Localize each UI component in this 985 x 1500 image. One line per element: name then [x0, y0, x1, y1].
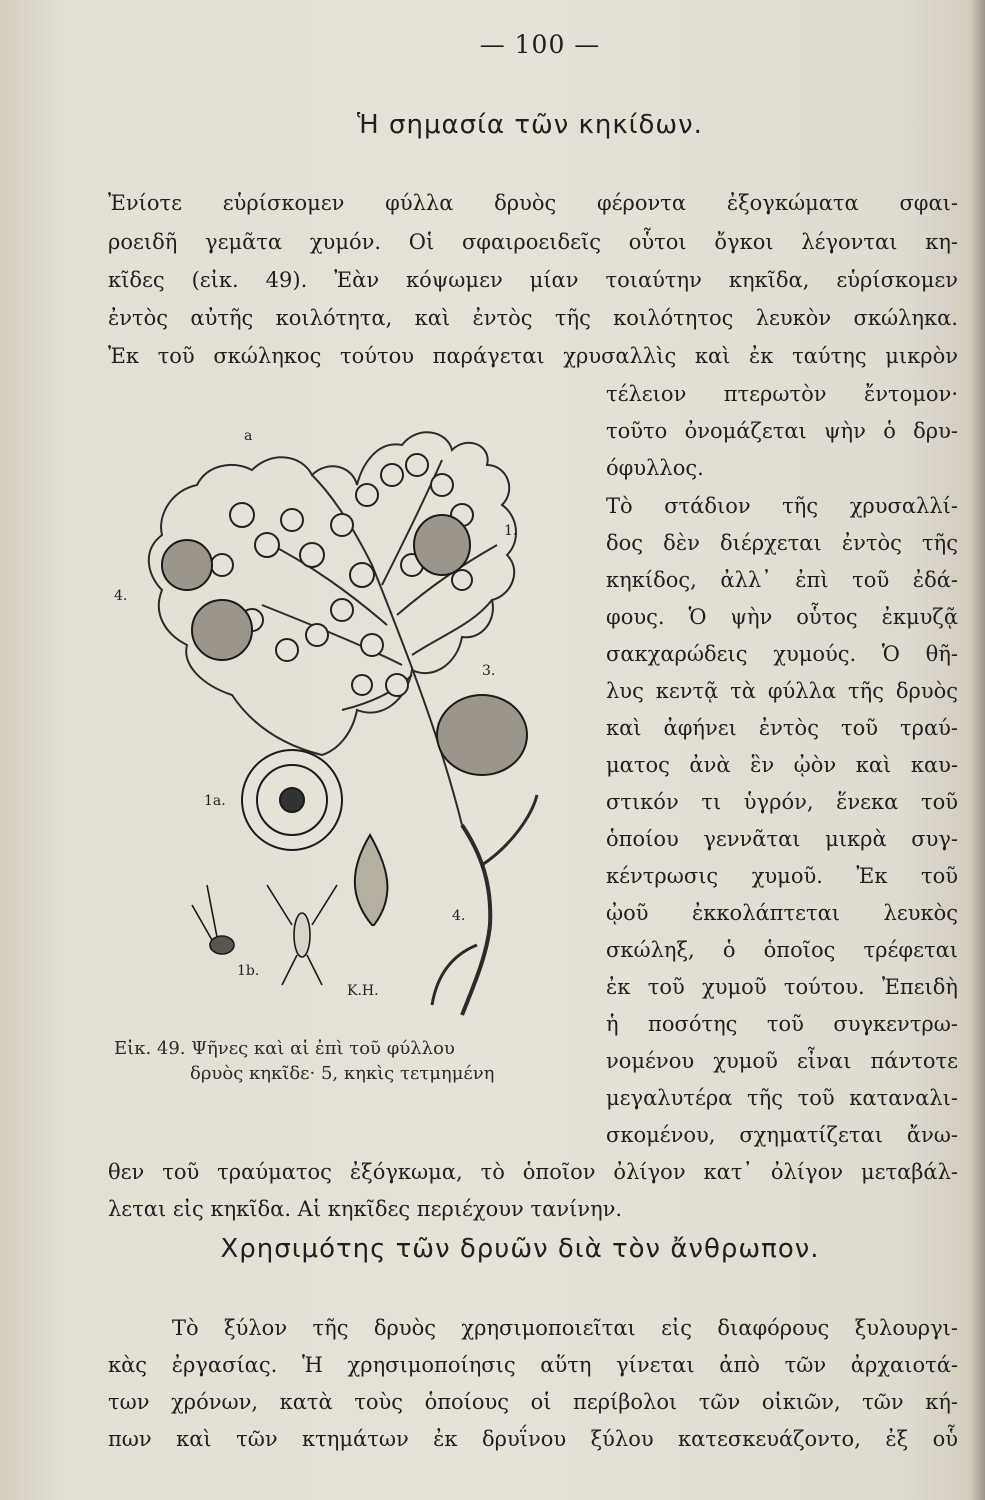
text-line: πων καὶ τῶν κτημάτων ἐκ δρυΐνου ξύλου κατεσκευάζοντο, ἐξ οὗ	[108, 1427, 958, 1451]
text-line: ματος ἀνὰ ἓν ᾠὸν καὶ καυ-	[606, 753, 958, 777]
text-line: ἐκ τοῦ χυμοῦ τούτου. Ἐπειδὴ	[606, 975, 958, 999]
sectioned-gall	[242, 750, 342, 850]
bud-gall	[355, 835, 388, 925]
section-heading-galls: Ἡ σημασία τῶν κηκίδων.	[357, 110, 703, 140]
section-heading-oak-uses: Χρησιμότης τῶν δρυῶν διὰ τὸν ἄνθρωπον.	[220, 1234, 820, 1264]
text-line: φους. Ὁ ψὴν οὗτος ἐκμυζᾷ	[606, 605, 958, 629]
page-number: — 100 —	[479, 30, 601, 59]
text-line: καὶ ἀφήνει ἐντὸς τοῦ τραύ-	[606, 716, 958, 740]
text-line: κηκίδος, ἀλλ᾽ ἐπὶ τοῦ ἐδά-	[606, 568, 958, 592]
figure-label: K.H.	[347, 983, 379, 999]
text-line: κέντρωσις χυμοῦ. Ἐκ τοῦ	[606, 864, 958, 888]
text-line: Τὸ στάδιον τῆς χρυσαλλί-	[606, 494, 958, 518]
text-line: δος δὲν διέρχεται ἐντὸς τῆς	[606, 531, 958, 555]
text-line: κὰς ἐργασίας. Ἡ χρησιμοποίησις αὕτη γίνεται ἀπὸ τῶν ἀρχαιοτά-	[108, 1353, 958, 1377]
text-line: Ἐνίοτε εὑρίσκομεν φύλλα δρυὸς φέροντα ἐξογκώματα σφαι-	[108, 191, 958, 215]
figure-label: a	[244, 428, 253, 444]
text-line: σκομένου, σχηματίζεται ἄνω-	[606, 1123, 958, 1147]
text-line: θεν τοῦ τραύματος ἐξόγκωμα, τὸ ὁποῖον ὀλίγον κατ᾽ ὀλίγον μεταβάλ-	[108, 1160, 958, 1184]
text-line: μεγαλυτέρα τῆς τοῦ καταναλι-	[606, 1086, 958, 1110]
figure-caption-line2: δρυὸς κηκῖδε· 5, κηκὶς τετμημένη	[190, 1063, 495, 1084]
large-galls	[162, 515, 527, 775]
text-line: σακχαρώδεις χυμούς. Ὁ θῆ-	[606, 642, 958, 666]
text-line: τοῦτο ὀνομάζεται ψὴν ὁ δρυ-	[606, 419, 958, 443]
text-line: σκώληξ, ὁ ὁποῖος τρέφεται	[606, 938, 958, 962]
figure-label: 4.	[114, 588, 128, 604]
figure-label: 4.	[452, 908, 466, 924]
text-line: Ἐκ τοῦ σκώληκος τούτου παράγεται χρυσαλλὶς καὶ ἐκ ταύτης μικρὸν	[108, 344, 958, 368]
text-line: νομένου χυμοῦ εἶναι πάντοτε	[606, 1049, 958, 1073]
figure-label: 1.	[504, 523, 518, 539]
text-line: λυς κεντᾷ τὰ φύλλα τῆς δρυὸς	[606, 679, 958, 703]
gall-wasps	[192, 885, 337, 985]
text-line: όφυλλος.	[606, 456, 704, 480]
text-line: ἐντὸς αὐτῆς κοιλότητα, καὶ ἐντὸς τῆς κοιλότητος λευκὸν σκώληκα.	[108, 306, 958, 330]
text-line: Τὸ ξύλον τῆς δρυὸς χρησιμοποιεῖται εἰς διαφόρους ξυλουργι-	[172, 1316, 958, 1340]
figure-caption-line1: Εἰκ. 49. Ψῆνες καὶ αἱ ἐπὶ τοῦ φύλλου	[114, 1038, 455, 1059]
text-line: τέλειον πτερωτὸν ἔντομον·	[606, 382, 958, 406]
figure-label: 1a.	[204, 793, 226, 809]
text-line: στικόν τι ὑγρόν, ἕνεκα τοῦ	[606, 790, 958, 814]
text-line: λεται εἰς κηκῖδα. Αἱ κηκῖδες περιέχουν τανίνην.	[108, 1197, 623, 1221]
text-line: ροειδῆ γεμᾶτα χυμόν. Οἱ σφαιροειδεῖς οὗτοι ὄγκοι λέγονται κη-	[108, 230, 958, 254]
leaf-galls	[211, 454, 473, 696]
text-line: ὁποίου γεννᾶται μικρὰ συγ-	[606, 827, 958, 851]
text-line: των χρόνων, κατὰ τοὺς ὁποίους οἱ περίβολοι τῶν οἰκιῶν, τῶν κή-	[108, 1390, 958, 1414]
text-line: ἡ ποσότης τοῦ συγκεντρω-	[606, 1012, 958, 1036]
text-line: κῖδες (εἰκ. 49). Ἐὰν κόψωμεν μίαν τοιαύτην κηκῖδα, εὑρίσκομεν	[108, 268, 958, 292]
oak-gall-illustration	[112, 365, 602, 1045]
figure-label: 3.	[482, 663, 496, 679]
page-edge-shadow	[971, 0, 985, 1500]
figure-label: 1b.	[237, 963, 260, 979]
text-line: ᾠοῦ ἐκκολάπτεται λευκὸς	[606, 901, 958, 925]
